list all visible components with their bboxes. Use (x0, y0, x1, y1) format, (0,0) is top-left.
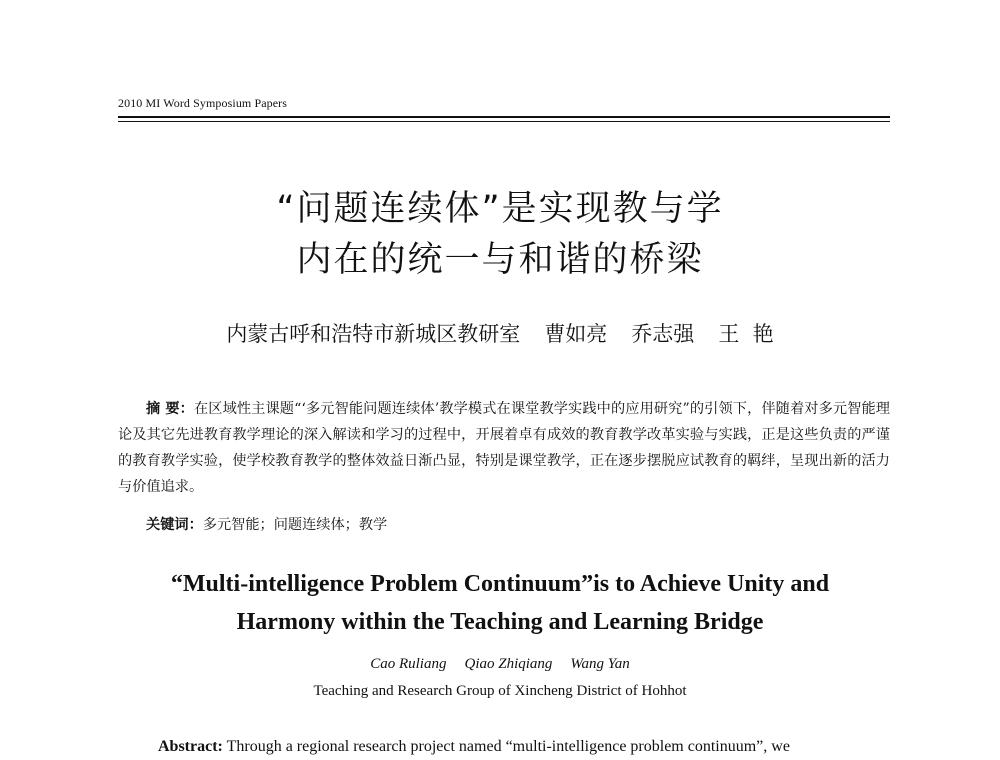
chinese-abstract-text: 在区域性主课题“‘多元智能问题连续体’教学模式在课堂教学实践中的应用研究”的引领下，伴随着对多元智能理论及其它先进教育教学理论的深入解读和学习的过程中，开展着卓有成效的教育教学改革实验与实践，正是这些负责的严谨的教育教学实验，使学校教育教学的整体效益日渐凸显，特别是课堂教学，正在逐步摆脱应试教育的羁绊，呈现出新的活力与价值追求。 (118, 401, 890, 495)
chinese-author-name: 乔志强 (631, 322, 695, 346)
chinese-abstract (118, 396, 890, 500)
english-abstract (158, 738, 790, 756)
chinese-keywords-label: 关键词： (146, 517, 203, 533)
chinese-author-line (0, 318, 1000, 348)
english-affiliation: Teaching and Research Group of Xincheng District of Hohhot (313, 683, 687, 699)
chinese-keywords-text: 多元智能；问题连续体；教学 (202, 517, 388, 533)
chinese-title-line-2: 内在的统一与和谐的桥梁 (296, 240, 704, 280)
english-author-name: Wang Yan (570, 656, 630, 672)
english-author-name: Qiao Zhiqiang (464, 656, 553, 672)
header-rule-thin (118, 121, 890, 122)
header-rule-thick (118, 116, 890, 118)
english-author-line (0, 656, 1000, 673)
english-title-line-1: “Multi-intelligence Problem Continuum”is to Achieve Unity and (170, 571, 830, 597)
chinese-affiliation: 内蒙古呼和浩特市新城区教研室 (226, 322, 521, 346)
english-abstract-label: Abstract: (158, 738, 223, 755)
chinese-abstract-label: 摘 要： (146, 401, 194, 417)
english-abstract-text: Through a regional research project named “multi-intelligence problem continuum”, we (222, 738, 790, 755)
chinese-author-name: 曹如亮 (544, 322, 608, 346)
chinese-title-line-1: “问题连续体”是实现教与学 (276, 189, 724, 229)
english-author-name: Cao Ruliang (370, 656, 447, 672)
running-header: 2010 MI Word Symposium Papers (118, 96, 288, 110)
chinese-author-name: 王 艳 (718, 322, 774, 346)
chinese-keywords (146, 514, 387, 534)
english-title-line-2: Harmony within the Teaching and Learning Bridge (236, 609, 764, 635)
